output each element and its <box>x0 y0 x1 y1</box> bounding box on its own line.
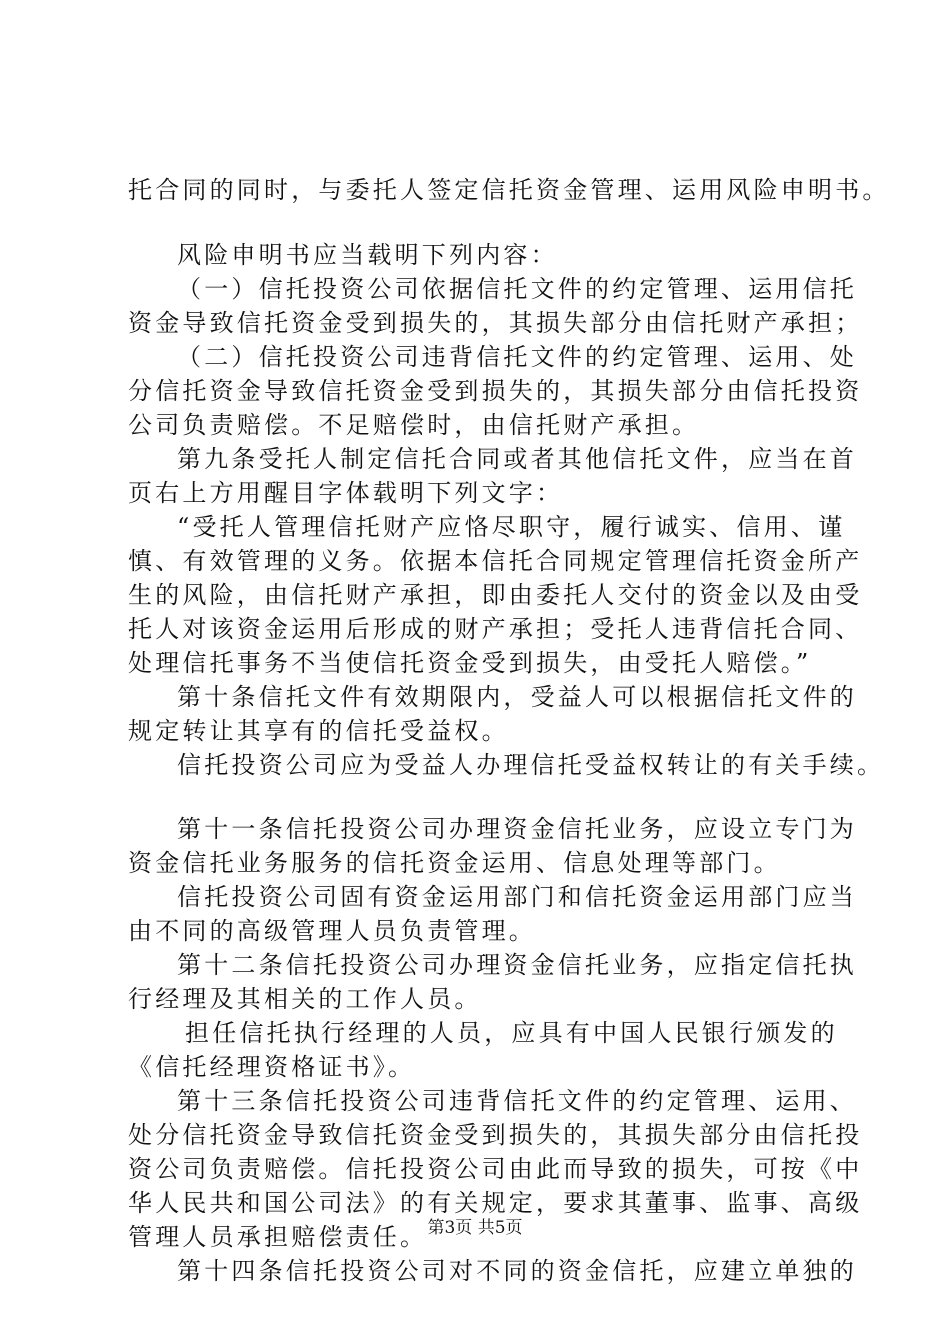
text-line: 信托投资公司固有资金运用部门和信托资金运用部门应当 <box>177 883 857 911</box>
page-number: 第3页 共5页 <box>427 1218 523 1238</box>
text-line: 行经理及其相关的工作人员。 <box>128 985 482 1013</box>
text-line: 担任信托执行经理的人员，应具有中国人民银行颁发的 <box>185 1019 838 1047</box>
text-line: 《信托经理资格证书》。 <box>128 1053 416 1081</box>
text-line: 第九条受托人制定信托合同或者其他信托文件，应当在首 <box>177 445 857 473</box>
text-line: 处分信托资金导致信托资金受到损失的，其损失部分由信托投 <box>128 1121 863 1149</box>
text-line: 托合同的同时，与委托人签定信托资金管理、运用风险申明书。 <box>128 176 890 204</box>
text-line: 资金信托业务服务的信托资金运用、信息处理等部门。 <box>128 849 781 877</box>
text-line: 第十一条信托投资公司办理资金信托业务，应设立专门为 <box>177 815 857 843</box>
text-line: 规定转让其享有的信托受益权。 <box>128 717 509 745</box>
text-line: 由不同的高级管理人员负责管理。 <box>128 917 536 945</box>
text-line: 托人对该资金运用后形成的财产承担；受托人违背信托合同、 <box>128 615 863 643</box>
text-line: 生的风险，由信托财产承担，即由委托人交付的资金以及由受 <box>128 581 863 609</box>
text-line: 第十三条信托投资公司违背信托文件的约定管理、运用、 <box>177 1087 857 1115</box>
text-line: 第十四条信托投资公司对不同的资金信托，应建立单独的 <box>177 1257 857 1285</box>
text-line: 慎、有效管理的义务。依据本信托合同规定管理信托资金所产 <box>128 547 863 575</box>
text-line: “受托人管理信托财产应恪尽职守，履行诚实、信用、谨 <box>177 513 846 541</box>
text-line: 处理信托事务不当使信托资金受到损失，由受托人赔偿。” <box>128 649 812 677</box>
text-line: 管理人员承担赔偿责任。 <box>128 1223 428 1251</box>
text-line: 风险申明书应当载明下列内容： <box>177 241 558 269</box>
text-line: 第十二条信托投资公司办理资金信托业务，应指定信托执 <box>177 951 857 979</box>
text-line: 分信托资金导致信托资金受到损失的，其损失部分由信托投资 <box>128 377 863 405</box>
text-line: 公司负责赔偿。不足赔偿时，由信托财产承担。 <box>128 411 700 439</box>
text-line: 资公司负责赔偿。信托投资公司由此而导致的损失，可按《中 <box>128 1155 863 1183</box>
text-line: 信托投资公司应为受益人办理信托受益权转让的有关手续。 <box>177 751 885 779</box>
text-line: 华人民共和国公司法》的有关规定，要求其董事、监事、高级 <box>128 1189 863 1217</box>
text-line: 页右上方用醒目字体载明下列文字： <box>128 479 564 507</box>
text-line: （二）信托投资公司违背信托文件的约定管理、运用、处 <box>177 343 857 371</box>
text-line: （一）信托投资公司依据信托文件的约定管理、运用信托 <box>177 275 857 303</box>
text-line: 第十条信托文件有效期限内，受益人可以根据信托文件的 <box>177 683 857 711</box>
text-line: 资金导致信托资金受到损失的，其损失部分由信托财产承担； <box>128 309 863 337</box>
